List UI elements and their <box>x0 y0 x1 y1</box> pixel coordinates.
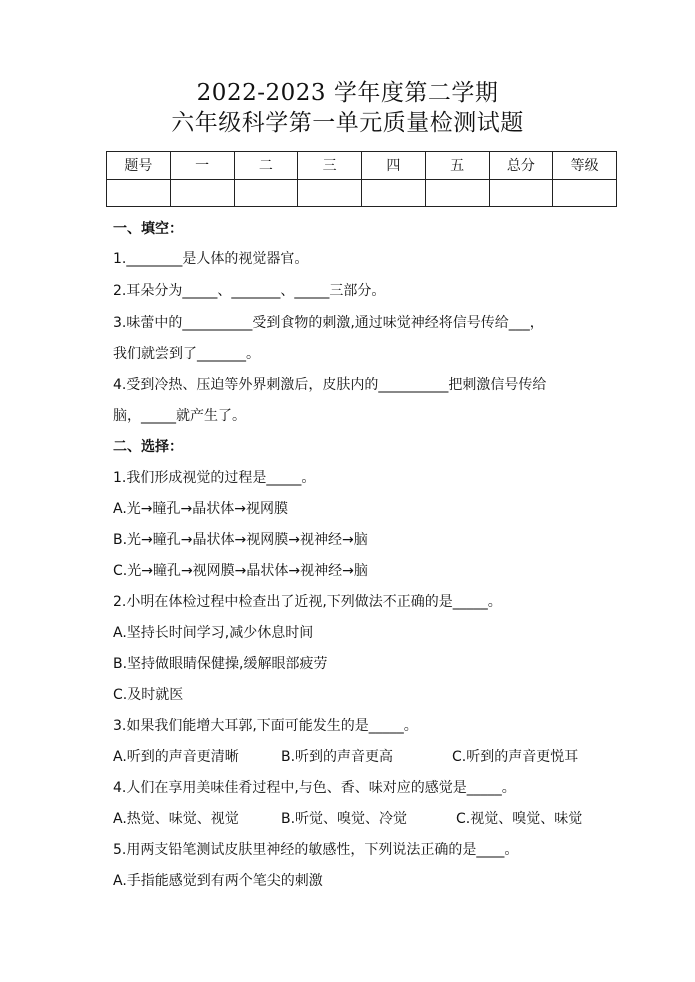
score-header-cell: 四 <box>362 152 426 180</box>
score-header-cell: 总分 <box>489 152 553 180</box>
score-header-cell: 二 <box>234 152 298 180</box>
choice-q3-option-b: B.听到的声音更高 <box>281 749 394 765</box>
choice-q2-option-b: B.坚持做眼睛保健操,缓解眼部疲劳 <box>113 656 328 672</box>
fill-question-3: 3.味蕾中的__________受到食物的刺激,通过味觉神经将信号传给___， <box>113 315 544 331</box>
choice-question-2: 2.小明在体检过程中检查出了近视,下列做法不正确的是_____。 <box>113 594 502 610</box>
fill-question-1: 1.________是人体的视觉器官。 <box>113 251 309 267</box>
score-header-cell: 五 <box>425 152 489 180</box>
score-blank-cell[interactable] <box>298 179 362 207</box>
choice-q4-option-b: B.听觉、嗅觉、冷觉 <box>281 811 408 827</box>
choice-q5-option-a: A.手指能感觉到有两个笔尖的刺激 <box>113 873 323 889</box>
score-blank-cell[interactable] <box>553 179 617 207</box>
score-table-header-row <box>107 152 617 180</box>
choice-question-4: 4.人们在享用美味佳肴过程中,与色、香、味对应的感觉是_____。 <box>113 780 516 796</box>
score-blank-cell[interactable] <box>362 179 426 207</box>
exam-title-line2: 六年级科学第一单元质量检测试题 <box>171 110 524 136</box>
choice-question-3: 3.如果我们能增大耳郭,下面可能发生的是_____。 <box>113 718 418 734</box>
score-blank-cell[interactable] <box>234 179 298 207</box>
score-blank-cell[interactable] <box>107 179 171 207</box>
section1-heading: 一、填空： <box>113 221 183 237</box>
choice-q3-option-c: C.听到的声音更悦耳 <box>452 749 579 765</box>
score-blank-cell[interactable] <box>425 179 489 207</box>
fill-question-3-cont: 我们就尝到了_______。 <box>113 346 260 362</box>
score-header-cell: 三 <box>298 152 362 180</box>
choice-q2-option-c: C.及时就医 <box>113 687 184 703</box>
choice-question-5: 5.用两支铅笔测试皮肤里神经的敏感性，下列说法正确的是____。 <box>113 842 519 858</box>
score-blank-cell[interactable] <box>170 179 234 207</box>
exam-title-line1: 2022-2023 学年度第二学期 <box>196 80 499 106</box>
choice-q4-options <box>113 809 623 829</box>
fill-question-4-cont: 脑，_____就产生了。 <box>113 408 246 424</box>
choice-question-1: 1.我们形成视觉的过程是_____。 <box>113 470 316 486</box>
fill-question-2: 2.耳朵分为_____、_______、_____三部分。 <box>113 283 386 299</box>
score-header-cell: 一 <box>170 152 234 180</box>
choice-q1-option-c: C.光→瞳孔→视网膜→晶状体→视神经→脑 <box>113 563 368 579</box>
choice-q3-options <box>113 747 623 767</box>
choice-q1-option-b: B.光→瞳孔→晶状体→视网膜→视神经→脑 <box>113 532 368 548</box>
score-blank-cell[interactable] <box>489 179 553 207</box>
choice-q4-option-c: C.视觉、嗅觉、味觉 <box>456 811 583 827</box>
score-header-cell: 题号 <box>107 152 171 180</box>
choice-q1-option-a: A.光→瞳孔→晶状体→视网膜 <box>113 501 288 517</box>
section2-heading: 二、选择： <box>113 439 183 455</box>
choice-q3-option-a: A.听到的声音更清晰 <box>113 749 239 765</box>
choice-q2-option-a: A.坚持长时间学习,减少休息时间 <box>113 625 314 641</box>
choice-q4-option-a: A.热觉、味觉、视觉 <box>113 811 239 827</box>
score-table <box>106 151 617 207</box>
fill-question-4: 4.受到冷热、压迫等外界刺激后，皮肤内的__________把刺激信号传给 <box>113 377 547 393</box>
score-table-blank-row <box>107 179 617 207</box>
score-header-cell: 等级 <box>553 152 617 180</box>
